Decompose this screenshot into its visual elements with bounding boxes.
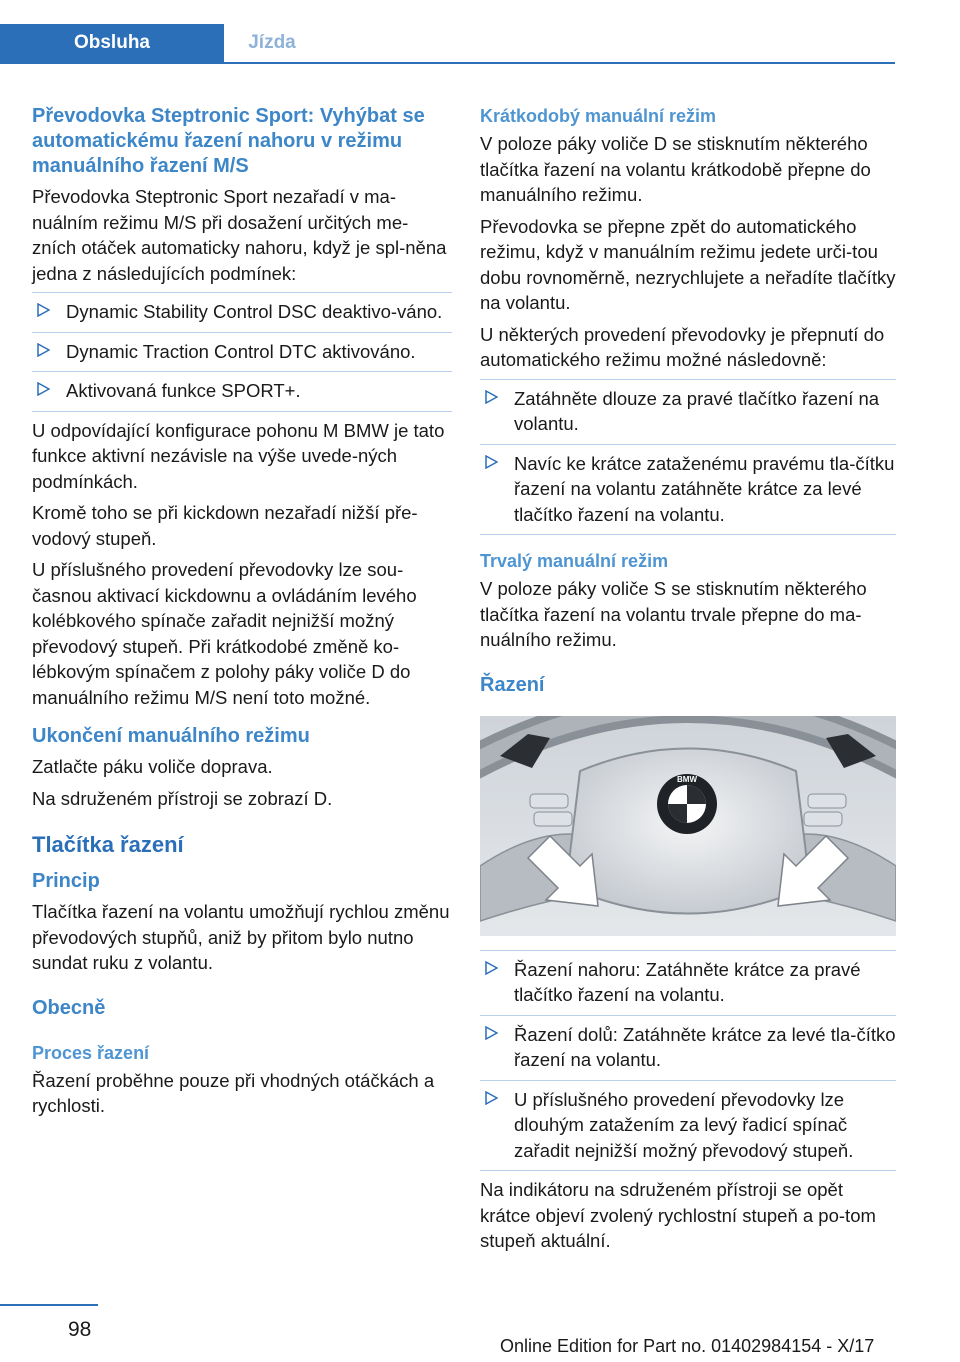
list-item-text: Dynamic Stability Control DSC deaktivo‐váno. xyxy=(66,301,443,322)
list-item xyxy=(32,293,452,333)
section-heading-general: Obecně xyxy=(32,996,106,1019)
subheading-permanent-manual: Trvalý manuální režim xyxy=(480,551,669,571)
section-heading-end-manual: Ukončení manuálního režimu xyxy=(32,725,310,747)
section-heading-steptronic: Převodovka Steptronic Sport: Vyhýbat se automatickému řazení nahoru v režimu manuálního řazení M/S xyxy=(32,105,425,177)
page-number: 98 xyxy=(68,1318,92,1341)
triangle-bullet-icon xyxy=(37,303,50,317)
list-item-text: Aktivovaná funkce SPORT+. xyxy=(66,380,301,401)
chapter-tab-bar xyxy=(0,24,895,64)
paragraph: Převodovka se přepne zpět do automatického režimu, když v manuálním režimu jedete urči‐tou dobu rovnoměrně, nezrychlujete a neřadíte tlačítky na volantu. xyxy=(480,215,896,313)
list-item xyxy=(32,372,452,412)
paragraph: V poloze páky voliče S se stisknutím některého tlačítka řazení na volantu trvale přepne do ma‐nuálního režimu. xyxy=(480,578,867,650)
chapter-heading-shift-paddles: Tlačítka řazení xyxy=(32,832,184,857)
section-heading-shifting: Řazení xyxy=(480,673,545,696)
list-item xyxy=(480,445,896,536)
edition-note: Online Edition for Part no. 01402984154 - X/17 xyxy=(500,1336,875,1356)
section-heading-principle: Princip xyxy=(32,870,100,892)
footer-line xyxy=(0,1304,98,1306)
paragraph: Na indikátoru na sdruženém přístroji se opět krátce objeví zvolený rychlostní stupeň a po‐tom stupeň aktuální. xyxy=(480,1179,876,1251)
switch-back-list xyxy=(480,379,896,536)
logo-text: BMW xyxy=(677,774,697,784)
paragraph: U některých provedení převodovky je přepnutí do automatického režimu možné následovně: xyxy=(480,323,885,370)
triangle-bullet-icon xyxy=(485,1026,498,1040)
paragraph: Kromě toho se při kickdown nezařadí nižší pře‐vodový stupeň. xyxy=(32,502,418,549)
list-item-text: Řazení dolů: Zatáhněte krátce za levé tla‐čítko řazení na volantu. xyxy=(514,1023,896,1070)
triangle-bullet-icon xyxy=(485,455,498,469)
paragraph: Řazení proběhne pouze při vhodných otáčkách a rychlosti. xyxy=(32,1069,435,1116)
paragraph: Tlačítka řazení na volantu umožňují rychlou změnu převodových stupňů, aniž by přitom bylo nutno sundat ruku z volantu. xyxy=(32,901,450,973)
left-column xyxy=(32,104,452,1125)
tab-jizda[interactable]: Jízda xyxy=(248,32,296,53)
bmw-logo xyxy=(657,774,717,834)
list-item xyxy=(480,1081,896,1172)
triangle-bullet-icon xyxy=(485,1091,498,1105)
list-item xyxy=(32,333,452,373)
list-item-text: U příslušného provedení převodovky lze dlouhým zatažením za levý řadicí spínač zařadit nejnižší možný převodový stupeň. xyxy=(514,1088,854,1161)
list-item-text: Zatáhněte dlouze za pravé tlačítko řazení na volantu. xyxy=(514,387,880,434)
list-item-text: Dynamic Traction Control DTC aktivováno. xyxy=(66,340,416,362)
list-item-text: Navíc ke krátce zataženému pravému tla‐čítku řazení na volantu zatáhněte krátce za levé tlačítko řazení na volantu. xyxy=(514,452,895,525)
paragraph: Zatlačte páku voliče doprava. xyxy=(32,756,273,777)
list-item xyxy=(480,1016,896,1081)
list-item-text: Řazení nahoru: Zatáhněte krátce za pravé tlačítko řazení na volantu. xyxy=(514,958,861,1005)
steering-wheel-illustration xyxy=(480,716,896,936)
paragraph: U příslušného provedení převodovky lze sou‐časnou aktivací kickdownu a ovládáním levého kolébkového spínače zařadit nejnižší možný převodový stupeň. Při krátkodobé změně ko‐lébkovým spínačem z polohy páky voliče D do manuálního režimu M/S není toto možné. xyxy=(32,559,417,708)
triangle-bullet-icon xyxy=(485,390,498,404)
steering-wheel-figure xyxy=(480,716,896,936)
tab-underline xyxy=(0,62,895,64)
paragraph: U odpovídající konfigurace pohonu M BMW je tato funkce aktivní nezávisle na výše uvede‐ných podmínkách. xyxy=(32,419,445,492)
paragraph: Na sdruženém přístroji se zobrazí D. xyxy=(32,787,333,809)
paragraph: Převodovka Steptronic Sport nezařadí v ma‐nuálním režimu M/S při dosažení určitých me‐zních otáček automaticky nahoru, když je spl‐něna jedna z následujících podmínek: xyxy=(32,186,447,284)
tab-obsluha[interactable]: Obsluha xyxy=(0,24,224,62)
subheading-short-manual: Krátkodobý manuální režim xyxy=(480,106,717,126)
paragraph: V poloze páky voliče D se stisknutím některého tlačítka řazení na volantu krátkodobě přepne do manuálního režimu. xyxy=(480,133,871,205)
condition-list xyxy=(32,292,452,412)
triangle-bullet-icon xyxy=(37,343,50,357)
subheading-shift-process: Proces řazení xyxy=(32,1042,150,1063)
list-item xyxy=(480,380,896,445)
triangle-bullet-icon xyxy=(485,961,498,975)
shift-list xyxy=(480,950,896,1172)
right-column xyxy=(480,104,896,1260)
list-item xyxy=(480,951,896,1016)
triangle-bullet-icon xyxy=(37,382,50,396)
